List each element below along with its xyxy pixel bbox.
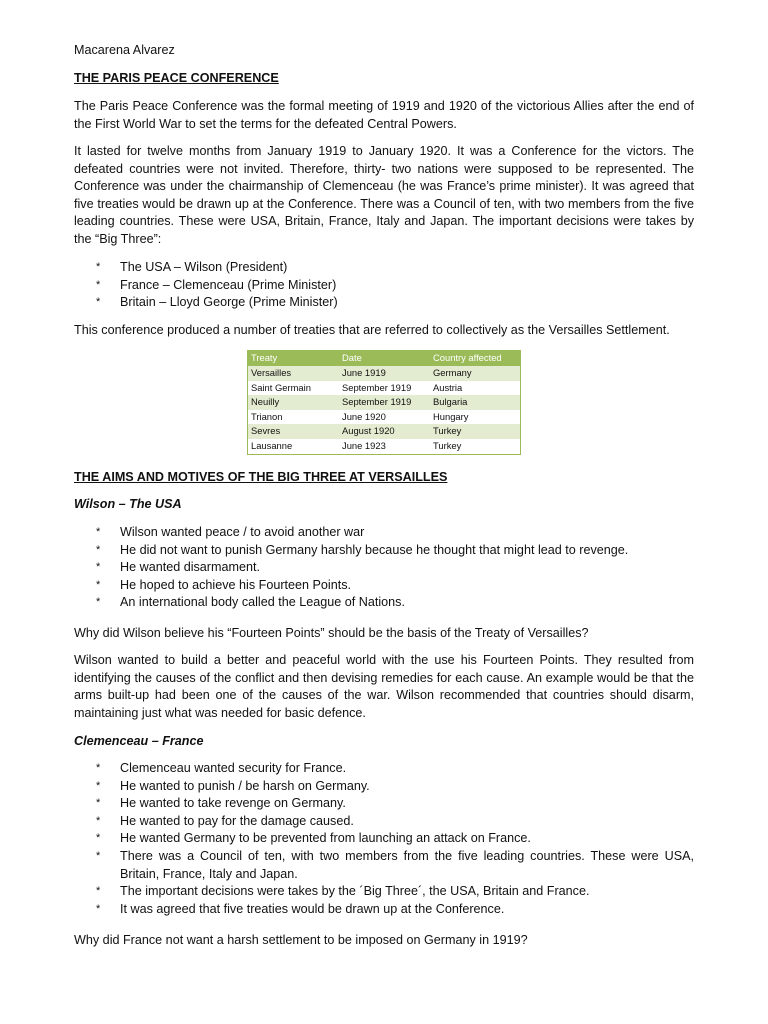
treaties-table: [247, 350, 521, 455]
list-item: * Wilson wanted peace / to avoid another war: [74, 524, 694, 542]
list-item: * The important decisions were takes by the ´Big Three´, the USA, Britain and France.: [74, 883, 694, 901]
list-item: * He wanted disarmament.: [74, 559, 694, 577]
table-cell: Hungary: [430, 410, 521, 425]
list-item: * Britain – Lloyd George (Prime Minister): [74, 294, 694, 312]
bullet-star-icon: *: [96, 596, 101, 609]
intro-paragraph: The Paris Peace Conference was the formal meeting of 1919 and 1920 of the victorious Allies after the end of the First World War to set the terms for the defeated Central Powers.: [74, 99, 694, 131]
list-item: * He hoped to achieve his Fourteen Points.: [74, 577, 694, 595]
conference-paragraph: It lasted for twelve months from January 1919 to January 1920. It was a Conference for the victors. The defeated countries were not invited. Therefore, thirty- two nations were supposed to be represented. The Conference was under the chairmanship of Clemenceau (he was France’s prime minister). It was agreed that five treaties would be drawn up at the Conference. There was a Council of ten, with two members from the five leading countries. These were USA, Britain, France, Italy and Japan. The important decisions were takes by the “Big Three”:: [74, 144, 694, 246]
wilson-aims-list: [74, 524, 694, 612]
table-cell: Saint Germain: [248, 381, 340, 396]
bullet-star-icon: *: [96, 561, 101, 574]
list-item: * He did not want to punish Germany harshly because he thought that might lead to revenge.: [74, 542, 694, 560]
bullet-star-icon: *: [96, 902, 101, 915]
clemenceau-aims-list: [74, 760, 694, 918]
section-title-paris-peace-conference: THE PARIS PEACE CONFERENCE: [74, 71, 279, 85]
table-cell: Germany: [430, 366, 521, 381]
column-header-country: Country affected: [430, 351, 521, 367]
table-cell: Turkey: [430, 439, 521, 454]
versailles-settlement-paragraph: This conference produced a number of treaties that are referred to collectively as the Versailles Settlement.: [74, 323, 670, 337]
table-cell: August 1920: [339, 424, 430, 439]
table-cell: Lausanne: [248, 439, 340, 454]
bullet-star-icon: *: [96, 296, 101, 309]
list-item: * The USA – Wilson (President): [74, 259, 694, 277]
list-item: * Clemenceau wanted security for France.: [74, 760, 694, 778]
section-title-aims-and-motives: THE AIMS AND MOTIVES OF THE BIG THREE AT VERSAILLES: [74, 470, 448, 484]
list-item: * It was agreed that five treaties would be drawn up at the Conference.: [74, 901, 694, 919]
table-cell: September 1919: [339, 381, 430, 396]
table-row: [248, 424, 521, 439]
table-row: [248, 366, 521, 381]
bullet-star-icon: *: [96, 526, 101, 538]
column-header-treaty: Treaty: [248, 351, 340, 367]
author-name: Macarena Alvarez: [74, 43, 175, 57]
list-item: * An international body called the League of Nations.: [74, 594, 694, 612]
table-cell: September 1919: [339, 395, 430, 410]
table-cell: Austria: [430, 381, 521, 396]
table-cell: Trianon: [248, 410, 340, 425]
wilson-heading: Wilson – The USA: [74, 497, 182, 511]
bullet-star-icon: *: [96, 261, 101, 273]
table-cell: June 1919: [339, 366, 430, 381]
list-item: * He wanted to punish / be harsh on Germany.: [74, 778, 694, 796]
table-cell: June 1920: [339, 410, 430, 425]
table-row: [248, 439, 521, 454]
table-cell: June 1923: [339, 439, 430, 454]
bullet-star-icon: *: [96, 814, 101, 827]
clemenceau-heading: Clemenceau – France: [74, 734, 204, 748]
bullet-star-icon: *: [96, 797, 101, 810]
list-item: * He wanted to pay for the damage caused.: [74, 813, 694, 831]
bullet-star-icon: *: [96, 849, 101, 862]
table-cell: Bulgaria: [430, 395, 521, 410]
list-item: * France – Clemenceau (Prime Minister): [74, 277, 694, 295]
bullet-star-icon: *: [96, 278, 101, 291]
table-cell: Versailles: [248, 366, 340, 381]
bullet-star-icon: *: [96, 543, 101, 556]
big-three-list: [74, 259, 694, 312]
bullet-star-icon: *: [96, 832, 101, 845]
list-item: * There was a Council of ten, with two members from the five leading countries. These were USA, Britain, France, Italy and Japan.: [96, 848, 694, 881]
bullet-star-icon: *: [96, 578, 101, 591]
table-row: [248, 410, 521, 425]
bullet-star-icon: *: [96, 885, 101, 898]
table-cell: Sevres: [248, 424, 340, 439]
list-item: * He wanted to take revenge on Germany.: [74, 795, 694, 813]
bullet-star-icon: *: [96, 762, 101, 774]
table-row: [248, 395, 521, 410]
list-item: * He wanted Germany to be prevented from launching an attack on France.: [74, 830, 694, 848]
wilson-question: Why did Wilson believe his “Fourteen Points” should be the basis of the Treaty of Versailles?: [74, 626, 589, 640]
column-header-date: Date: [339, 351, 430, 367]
bullet-star-icon: *: [96, 779, 101, 792]
table-row: [248, 381, 521, 396]
table-header-row: [248, 351, 521, 367]
table-cell: Neuilly: [248, 395, 340, 410]
wilson-answer: Wilson wanted to build a better and peaceful world with the use his Fourteen Points. They resulted from identifying the causes of the conflict and then devising remedies for each cause. An example would be that the arms built-up had been one of the causes of the war. Wilson recommended that countries should disarm, maintaining just what was needed for basic defence.: [74, 653, 694, 720]
clemenceau-question: Why did France not want a harsh settlement to be imposed on Germany in 1919?: [74, 933, 528, 947]
table-cell: Turkey: [430, 424, 521, 439]
